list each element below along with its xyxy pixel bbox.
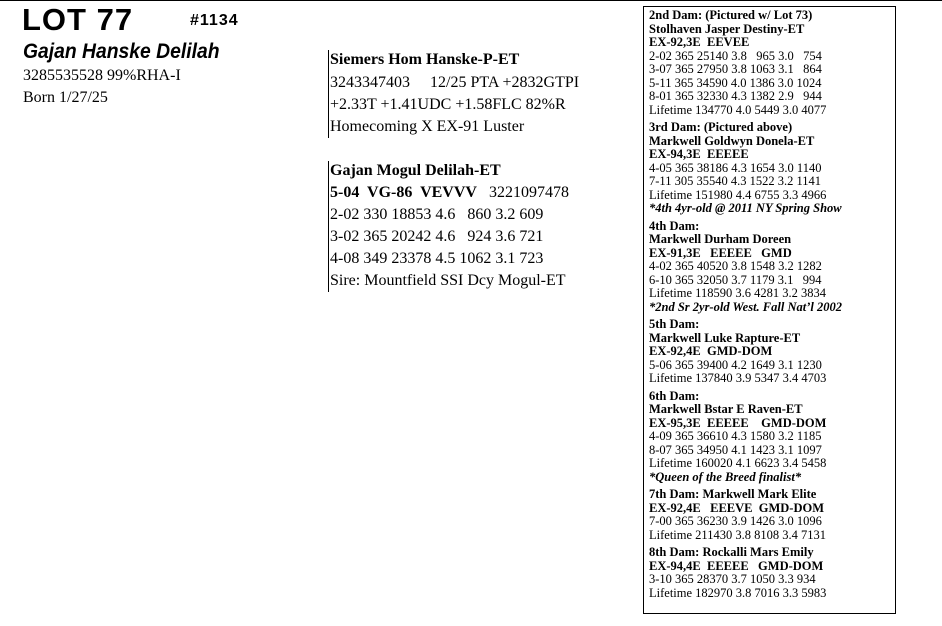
dam-class-score: 5-04 VG-86 VEVVV [330,184,477,201]
dam-entry [649,390,895,485]
dam-record: Lifetime 118590 3.6 4281 3.2 3834 [649,286,826,300]
dam-classification: EX-95,3E EEEEE GMD-DOM [649,415,827,430]
dam-sire: Sire: Mountfield SSI Dcy Mogul-ET [330,272,566,289]
animal-name: Gajan Hanske Delilah [23,40,220,63]
dam-header: 3rd Dam: (Pictured above) [649,120,793,134]
dam-entry [649,220,895,315]
dam-entry [649,121,895,216]
dam-record: 4-09 365 36610 4.3 1580 3.2 1185 [649,429,822,443]
dam-record: 3-07 365 27950 3.8 1063 3.1 864 [649,62,822,76]
dam-name: Markwell Durham Doreen [649,232,792,246]
dam-record: 2-02 330 18853 4.6 860 3.2 609 [330,206,544,223]
dam-name: Stolhaven Jasper Destiny-ET [649,21,805,36]
dam-name: Markwell Bstar E Raven-ET [649,402,803,416]
dam-header: 4th Dam: [649,218,700,233]
dam-reg-number: 3221097478 [476,184,569,201]
dam-entry [649,546,895,600]
lot-number: #1134 [190,12,239,29]
dam-record: 8-07 365 34950 4.1 1423 3.1 1097 [649,442,822,457]
dam-classification: EX-92,3E EEVEE [649,35,750,49]
sire-block [328,50,630,138]
dam-record: 5-06 365 39400 4.2 1649 3.1 1230 [649,357,822,372]
dam-record: Lifetime 211430 3.8 8108 3.4 7131 [649,527,826,542]
sire-line: +2.33T +1.41UDC +1.58FLC 82%R [330,96,566,113]
dam-record: 6-10 365 32050 3.7 1179 3.1 994 [649,272,822,287]
dam-classification: EX-92,4E EEEVE GMD-DOM [649,500,824,515]
registration-line: 3285535528 99%RHA-I [23,67,181,84]
sire-line: Homecoming X EX-91 Luster [330,118,525,135]
lot-title: LOT 77 [22,2,134,37]
dam-block [328,161,630,292]
dam-classification: EX-91,3E EEEEE GMD [649,245,792,260]
dam-record: Lifetime 151980 4.4 6755 3.3 4966 [649,187,827,202]
dam-record: 3-10 365 28370 3.7 1050 3.3 934 [649,572,816,586]
dam-classification: EX-94,3E EEEEE [649,147,749,161]
sire-line: 3243347403 12/25 PTA +2832GTPI [330,74,580,91]
dam-record: Lifetime 137840 3.9 5347 3.4 4703 [649,371,827,385]
dam-record: 7-00 365 36230 3.9 1426 3.0 1096 [649,514,822,528]
top-rule [0,0,942,1]
dam-name: Markwell Luke Rapture-ET [649,330,801,345]
dam-classification [330,182,630,204]
dam-header: 2nd Dam: (Pictured w/ Lot 73) [649,8,813,22]
dam-classification: EX-92,4E GMD-DOM [649,344,773,358]
dam-header: 5th Dam: [649,317,700,331]
dam-note: *2nd Sr 2yr-old West. Fall Nat’l 2002 [649,299,842,314]
dam-entry [649,318,895,386]
sire-name: Siemers Hom Hanske-P-ET [330,51,520,68]
dam-record: 4-02 365 40520 3.8 1548 3.2 1282 [649,259,822,273]
dam-record: 4-05 365 38186 4.3 1654 3.0 1140 [649,160,822,175]
dam-header: 8th Dam: Rockalli Mars Emily [649,545,814,559]
maternal-line-box [643,6,896,614]
dam-entry [649,9,895,117]
birth-date: Born 1/27/25 [23,89,108,106]
dam-classification: EX-94,4E EEEEE GMD-DOM [649,558,824,573]
dam-record: 3-02 365 20242 4.6 924 3.6 721 [330,228,544,245]
dam-header: 6th Dam: [649,388,700,403]
dam-entry [649,488,895,542]
dam-header: 7th Dam: Markwell Mark Elite [649,487,817,501]
dam-name: Gajan Mogul Delilah-ET [330,162,501,179]
dam-name: Markwell Goldwyn Donela-ET [649,133,815,148]
dam-record: 2-02 365 25140 3.8 965 3.0 754 [649,48,822,63]
dam-record: 8-01 365 32330 4.3 1382 2.9 944 [649,89,822,103]
dam-record: Lifetime 134770 4.0 5449 3.0 4077 [649,102,827,117]
dam-record: 7-11 305 35540 4.3 1522 3.2 1141 [649,174,821,188]
dam-note: *4th 4yr-old @ 2011 NY Spring Show [649,201,842,215]
dam-note: *Queen of the Breed finalist* [649,469,802,484]
dam-record: Lifetime 182970 3.8 7016 3.3 5983 [649,585,827,600]
dam-record: 4-08 349 23378 4.5 1062 3.1 723 [330,250,544,267]
dam-record: 5-11 365 34590 4.0 1386 3.0 1024 [649,75,822,90]
dam-record: Lifetime 160020 4.1 6623 3.4 5458 [649,456,827,470]
